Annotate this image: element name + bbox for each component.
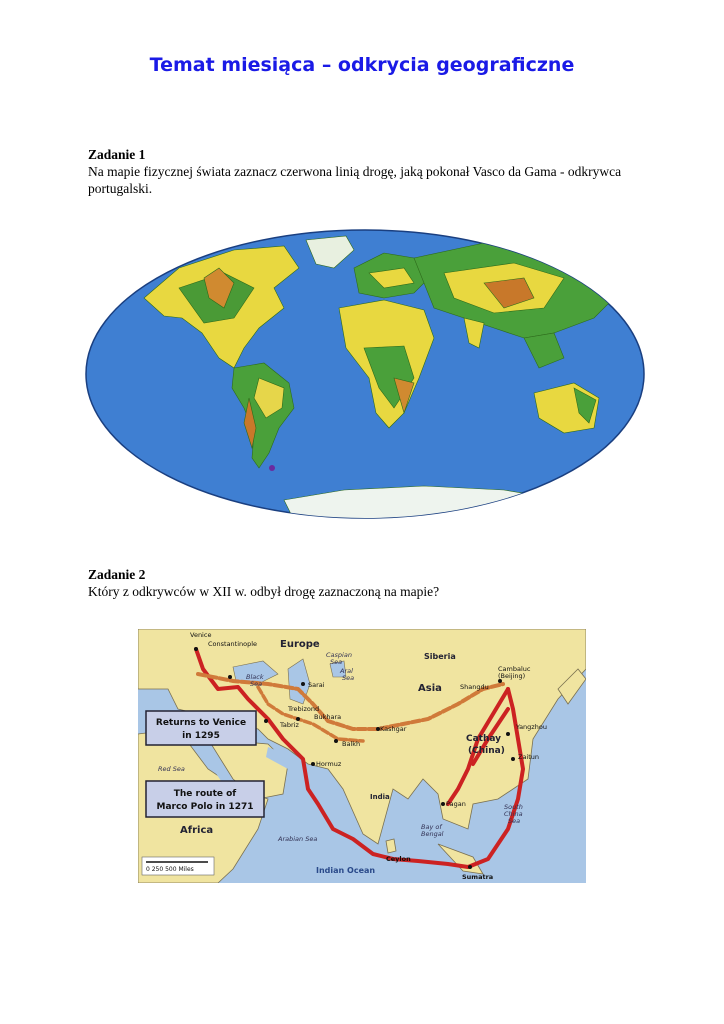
label-shangdu: Shangdu — [460, 683, 489, 691]
marco-polo-route-map — [138, 629, 586, 883]
label-yangzhou: Yangzhou — [516, 723, 547, 731]
label-cambaluc: Cambaluc — [498, 665, 531, 673]
return-box-line-2: in 1295 — [182, 731, 220, 741]
label-aral-1: Aral — [340, 667, 353, 675]
label-constantinople: Constantinople — [208, 640, 258, 648]
label-bukhara: Bukhara — [314, 713, 342, 721]
label-cathay-2: (China) — [468, 746, 505, 756]
task-2-text: Który z odkrywców w XII w. odbył drogę zaznaczoną na mapie? — [88, 584, 440, 599]
task-1-heading: Zadanie 1 — [88, 147, 146, 162]
label-black-sea-1: Black — [246, 673, 264, 681]
label-pagan: Pagan — [446, 800, 466, 808]
label-zaitun: Zaitun — [518, 753, 540, 761]
label-asia: Asia — [418, 683, 442, 694]
label-trebizond: Trebizond — [288, 705, 320, 713]
label-hormuz: Hormuz — [316, 760, 342, 768]
label-venice: Venice — [190, 631, 212, 639]
label-india: India — [370, 793, 390, 801]
task-1-text: Na mapie fizycznej świata zaznacz czerwona linią drogę, jaką pokonał Vasco da Gama - odkrywca portugalski. — [88, 164, 622, 196]
label-beijing: (Beijing) — [498, 672, 526, 680]
route-box — [146, 781, 264, 817]
scale-bar — [142, 857, 214, 875]
task-2 — [88, 566, 648, 600]
label-south-china-1: South — [504, 803, 523, 811]
page-title: Temat miesiąca – odkrycia geograficzne — [149, 54, 575, 76]
label-cathay-1: Cathay — [466, 734, 502, 744]
label-caspian-1: Caspian — [326, 651, 352, 659]
label-black-sea-2: Sea — [250, 680, 263, 688]
sri-lanka — [386, 839, 396, 853]
return-box-line-1: Returns to Venice — [155, 718, 247, 728]
label-europe: Europe — [280, 639, 320, 650]
label-africa: Africa — [180, 825, 214, 836]
label-aral-2: Sea — [342, 674, 355, 682]
label-indian-ocean: Indian Ocean — [316, 866, 376, 875]
label-caspian-2: Sea — [330, 658, 343, 666]
label-south-china-3: Sea — [508, 817, 521, 825]
label-ceylon: Ceylon — [386, 855, 411, 863]
label-south-china-2: China — [504, 810, 523, 818]
label-sumatra: Sumatra — [462, 873, 494, 881]
route-box-line-2: Marco Polo in 1271 — [156, 802, 254, 812]
return-box — [146, 711, 256, 745]
label-arabian-sea: Arabian Sea — [278, 835, 318, 843]
task-1 — [88, 146, 648, 197]
label-siberia: Siberia — [424, 652, 456, 661]
task-2-heading: Zadanie 2 — [88, 567, 146, 582]
label-bay-2: Bengal — [421, 830, 444, 838]
label-bay-1: Bay of — [421, 823, 442, 831]
label-kashgar: Kashgar — [380, 725, 407, 733]
scale-label: 0 250 500 Miles — [146, 866, 194, 873]
label-tabriz: Tabriz — [280, 721, 299, 729]
label-sarai: Sarai — [308, 681, 325, 689]
route-box-line-1: The route of — [173, 789, 237, 799]
label-balkh: Balkh — [342, 740, 361, 748]
label-red-sea: Red Sea — [158, 765, 185, 773]
world-physical-map — [84, 228, 646, 520]
